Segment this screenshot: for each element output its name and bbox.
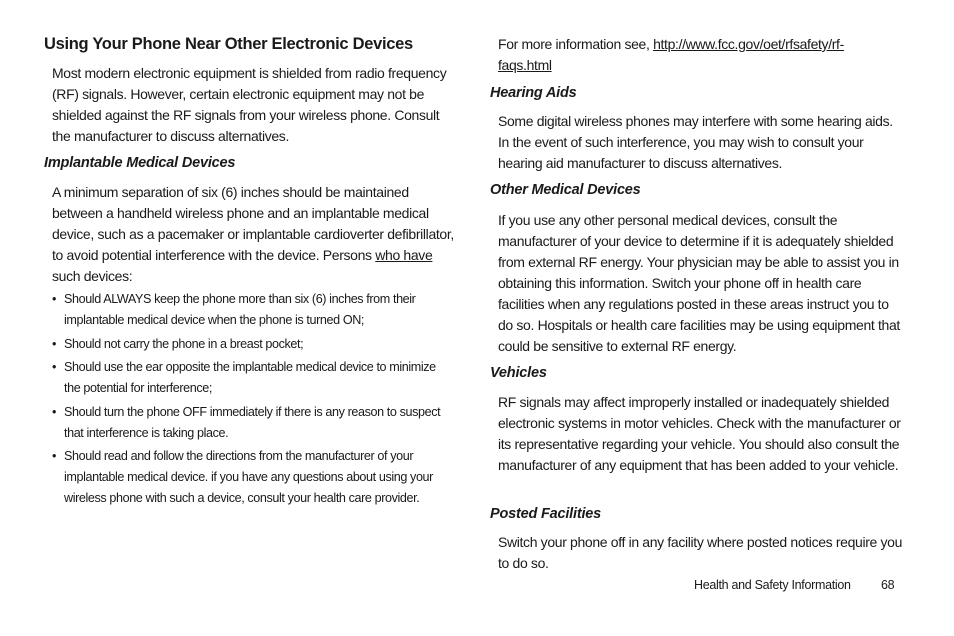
implantable-bullet-list (52, 289, 442, 512)
bullet-icon: • (52, 292, 57, 306)
implantable-text-after: such devices: (52, 268, 133, 284)
implantable-text-before: A minimum separation of six (6) inches should be maintained between a handheld wireless phone and an implantable medical device, such as a pacemaker or implantable cardioverter defibrillator, to avoid potential interference with the device. Persons (52, 184, 454, 263)
implantable-paragraph (52, 182, 457, 287)
more-info-prefix: For more information see, (498, 36, 654, 52)
posted-facilities-paragraph: Switch your phone off in any facility where posted notices require you to do so. (498, 534, 903, 571)
bullet-icon: • (52, 336, 57, 351)
section-heading: Using Your Phone Near Other Electronic Devices (44, 35, 413, 53)
fcc-link[interactable]: http://www.fcc.gov/oet/rfsafety/rf-faqs.html (498, 36, 844, 73)
vehicles-heading: Vehicles (490, 365, 547, 381)
implantable-heading: Implantable Medical Devices (44, 155, 236, 171)
bullet-text: Should use the ear opposite the implantable medical device to minimize the potential for interference; (64, 360, 436, 395)
bullet-icon: • (52, 404, 57, 419)
underlined-phrase: who have (375, 247, 433, 263)
list-item (52, 402, 442, 444)
bullet-text: Should turn the phone OFF immediately if there is any reason to suspect that interference is taking place. (64, 404, 441, 440)
bullet-icon: • (52, 360, 57, 374)
bullet-icon: • (52, 449, 57, 463)
other-medical-paragraph: If you use any other personal medical devices, consult the manufacturer of your device to determine if it is adequately shielded from external RF energy. Your physician may be able to assist you in obtaining this information. Switch your phone off in health care facilities when any regulations posted in these areas instruct you to do so. Hospitals or health care facilities may be using equipment that could be sensitive to external RF energy. (498, 212, 900, 354)
hearing-aids-paragraph: Some digital wireless phones may interfere with some hearing aids. In the event of such interference, you may wish to consult your hearing aid manufacturer to discuss alternatives. (498, 113, 893, 171)
vehicles-paragraph: RF signals may affect improperly installed or inadequately shielded electronic systems in motor vehicles. Check with the manufacturer or its representative regarding your vehicle. You should also consult the manufacturer of any equipment that has been added to your vehicle. (498, 394, 901, 473)
hearing-aids-heading: Hearing Aids (490, 85, 577, 101)
page-footer (694, 578, 904, 592)
bullet-text: Should not carry the phone in a breast pocket; (64, 336, 304, 351)
list-item (52, 289, 442, 331)
list-item (52, 357, 442, 399)
more-info-paragraph (498, 34, 893, 76)
bullet-text: Should read and follow the directions from the manufacturer of your implantable medical device. if you have any questions about using your wireless phone with such a device, consult your health care provider. (64, 449, 433, 505)
list-item (52, 446, 442, 509)
footer-section-title: Health and Safety Information (694, 578, 851, 592)
page-number: 68 (881, 578, 895, 592)
intro-paragraph: Most modern electronic equipment is shielded from radio frequency (RF) signals. However, certain electronic equipment may not be shielded against the RF signals from your wireless phone. Consult the manufacturer to discuss alternatives. (52, 65, 447, 144)
posted-facilities-heading: Posted Facilities (490, 506, 602, 522)
other-medical-heading: Other Medical Devices (490, 182, 641, 198)
bullet-text: Should ALWAYS keep the phone more than six (6) inches from their implantable medical device when the phone is turned ON; (64, 292, 416, 327)
list-item (52, 334, 442, 355)
